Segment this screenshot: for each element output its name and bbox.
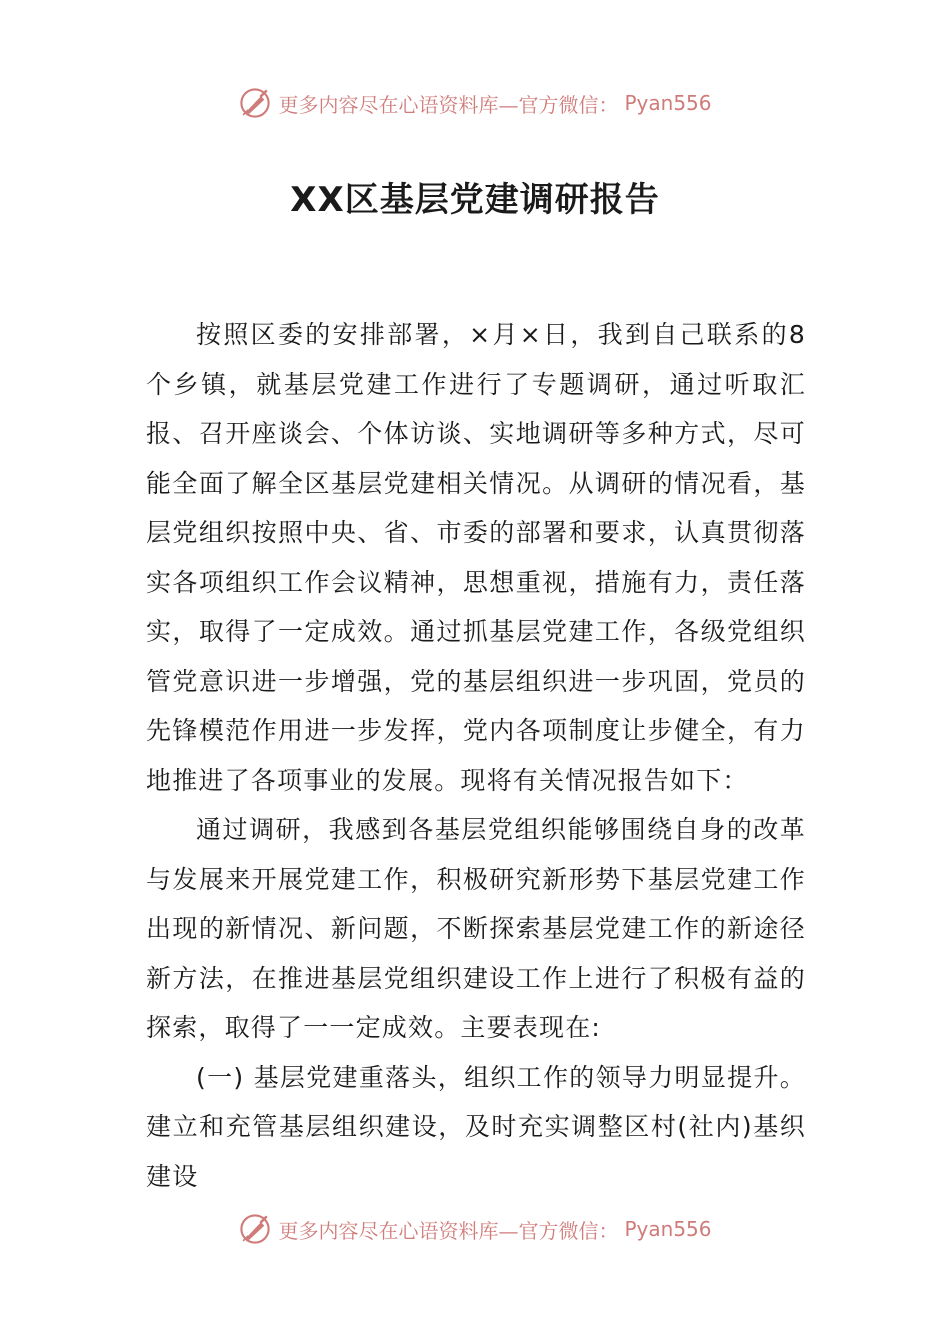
header-watermark-banner (0, 86, 950, 120)
pen-logo-icon (238, 86, 272, 120)
document-title: XX区基层党建调研报告 (290, 180, 660, 220)
document-body (146, 310, 806, 1201)
paragraph-intro: 按照区委的安排部署，×月×日，我到自己联系的8个乡镇，就基层党建工作进行了专题调研，通过听取汇报、召开座谈会、个体访谈、实地调研等多种方式，尽可能全面了解全区基层党建相关情况。从调研的情况看，基层党组织按照中央、省、市委的部署和要求，认真贯彻落实各项组织工作会议精神，思想重视，措施有力，责任落实，取得了一定成效。通过抓基层党建工作，各级党组织管党意识进一步增强，党的基层组织进一步巩固，党员的先锋模范作用进一步发挥，党内各项制度让步健全，有力地推进了各项事业的发展。现将有关情况报告如下： (146, 320, 806, 795)
footer-watermark-banner (0, 1212, 950, 1246)
paragraph-section-one: (一) 基层党建重落头，组织工作的领导力明显提升。建立和充管基层组织建设，及时充实调整区村(社内)基织建设 (146, 1062, 806, 1191)
pen-logo-icon (238, 1212, 272, 1246)
banner-wechat-id: Pyan556 (624, 1217, 712, 1241)
banner-text: 更多内容尽在心语资料库—官方微信： (278, 1218, 619, 1243)
banner-wechat-id: Pyan556 (624, 91, 712, 115)
paragraph-summary: 通过调研，我感到各基层党组织能够围绕自身的改革与发展来开展党建工作，积极研究新形势下基层党建工作出现的新情况、新问题，不断探索基层党建工作的新途径新方法，在推进基层党组织建设工作上进行了积极有益的探索，取得了一一定成效。主要表现在: (146, 815, 806, 1042)
banner-text: 更多内容尽在心语资料库—官方微信： (278, 92, 619, 117)
